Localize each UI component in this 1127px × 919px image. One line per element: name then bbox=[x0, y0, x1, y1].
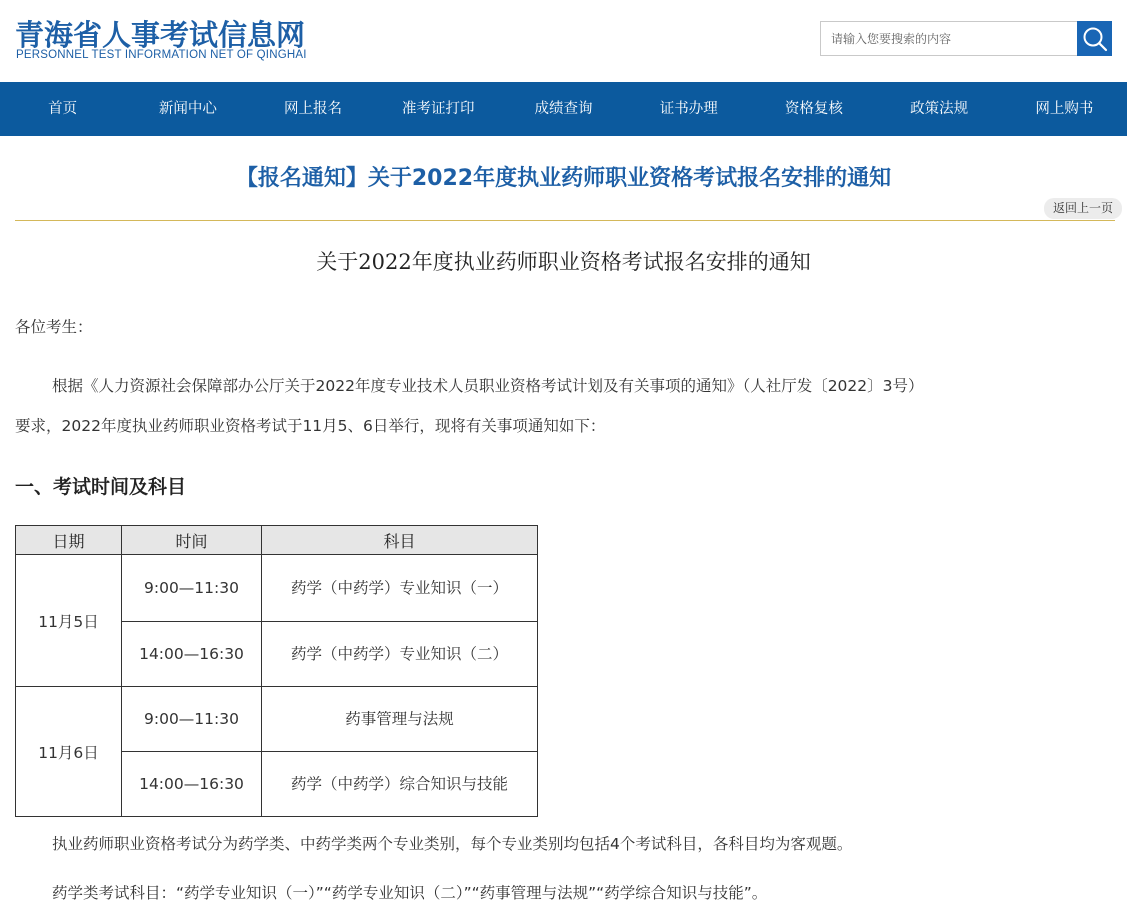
time-cell: 9:00—11:30 bbox=[122, 555, 262, 622]
table-header-row bbox=[16, 526, 538, 555]
nav-item-score-query[interactable]: 成绩查询 bbox=[534, 101, 593, 117]
column-header-date: 日期 bbox=[16, 526, 122, 555]
site-subtitle: PERSONNEL TEST INFORMATION NET OF QINGHAI bbox=[16, 49, 307, 61]
table-row bbox=[16, 555, 538, 622]
nav-item-admission-ticket[interactable]: 准考证打印 bbox=[402, 101, 475, 117]
column-header-subject: 科目 bbox=[262, 526, 538, 555]
subject-cell: 药事管理与法规 bbox=[262, 687, 538, 752]
table-row bbox=[16, 687, 538, 752]
article-title: 【报名通知】关于2022年度执业药师职业资格考试报名安排的通知 bbox=[235, 166, 892, 191]
site-title[interactable]: 青海省人事考试信息网 bbox=[15, 18, 306, 52]
site-header bbox=[0, 0, 1127, 82]
main-nav bbox=[0, 82, 1127, 136]
document-title: 关于2022年度执业药师职业资格考试报名安排的通知 bbox=[316, 250, 811, 274]
nav-item-news[interactable]: 新闻中心 bbox=[158, 101, 217, 117]
nav-item-online-registration[interactable]: 网上报名 bbox=[284, 101, 343, 117]
nav-item-certificate[interactable]: 证书办理 bbox=[659, 101, 718, 117]
column-header-time: 时间 bbox=[122, 526, 262, 555]
paragraph-1-line-1: 根据《人力资源社会保障部办公厅关于2022年度专业技术人员职业资格考试计划及有关事项的通知》（人社厅发〔2022〕3号） bbox=[52, 377, 924, 395]
nav-item-bookstore[interactable]: 网上购书 bbox=[1035, 101, 1094, 117]
time-cell: 9:00—11:30 bbox=[122, 687, 262, 752]
back-button[interactable]: 返回上一页 bbox=[1044, 198, 1122, 219]
subject-cell: 药学（中药学）专业知识（二） bbox=[262, 622, 538, 687]
paragraph-2: 执业药师职业资格考试分为药学类、中药学类两个专业类别，每个专业类别均包括4个考试科目，各科目均为客观题。 bbox=[52, 835, 853, 853]
nav-item-home[interactable]: 首页 bbox=[48, 101, 78, 117]
nav-item-policy[interactable]: 政策法规 bbox=[910, 101, 969, 117]
search-button[interactable] bbox=[1077, 21, 1112, 56]
subject-cell: 药学（中药学）专业知识（一） bbox=[262, 555, 538, 622]
date-cell: 11月6日 bbox=[16, 687, 122, 817]
time-cell: 14:00—16:30 bbox=[122, 622, 262, 687]
section-heading-exam-time: 一、考试时间及科目 bbox=[15, 476, 187, 498]
paragraph-1-line-2: 要求，2022年度执业药师职业资格考试于11月5、6日举行，现将有关事项通知如下： bbox=[15, 417, 606, 435]
exam-schedule-table bbox=[15, 525, 538, 817]
nav-item-qualification-review[interactable]: 资格复核 bbox=[784, 101, 843, 117]
subject-cell: 药学（中药学）综合知识与技能 bbox=[262, 752, 538, 817]
time-cell: 14:00—16:30 bbox=[122, 752, 262, 817]
paragraph-3: 药学类考试科目：“药学专业知识（一）”“药学专业知识（二）”“药事管理与法规”“药学综合知识与技能”。 bbox=[52, 884, 768, 902]
search-box bbox=[820, 21, 1112, 56]
search-icon bbox=[1082, 26, 1108, 52]
search-input[interactable] bbox=[821, 22, 1077, 55]
title-divider bbox=[15, 220, 1115, 221]
salutation: 各位考生： bbox=[15, 318, 93, 336]
date-cell: 11月5日 bbox=[16, 555, 122, 687]
